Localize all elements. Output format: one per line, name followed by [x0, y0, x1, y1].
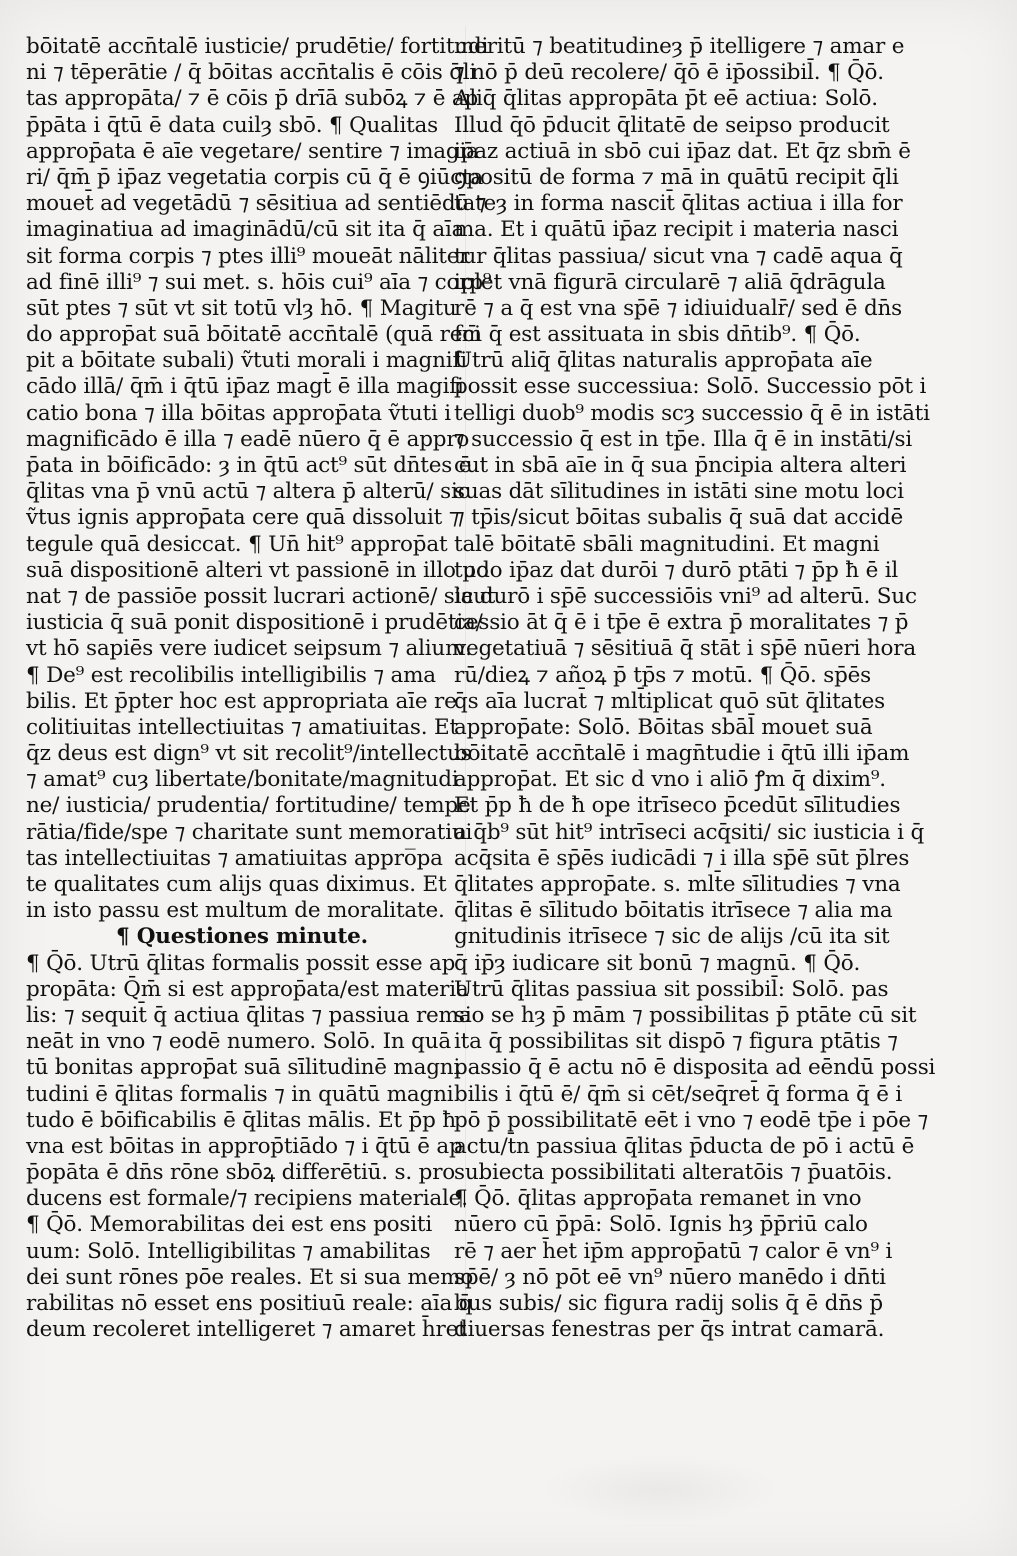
text-line: ¶ De⁹ est recolibilis intelligibilis ⁊ ama [26, 662, 436, 688]
text-line: q̄litates approp̄ate. s. mlt̄e sīlitudies ⁊ vna [454, 872, 901, 897]
text-line: ri/ q̄m̄ p̄ ip̄az vegetatia corpis cū q̄ ē ꝯiūcta [26, 164, 484, 190]
text-line: diuersas fenestras per q̄s intrat camarā. [454, 1317, 885, 1343]
text-line: sit forma corpis ⁊ ptes illi⁹ moueāt nāliter [26, 243, 470, 269]
text-line: a q̄b⁹ sūt hit⁹ intrīseci acq̄siti/ sic iusticia i q̄ [454, 819, 925, 845]
text-line: actu/t̄n passiua q̄litas p̄ducta de pō i actū ē [454, 1133, 915, 1159]
text-line: vna est bōitas in approp̄tiādo ⁊ i q̄tū ē ap [26, 1133, 463, 1159]
text-line: sio se hȝ p̄ mām ⁊ possibilitas p̄ ptāte cū sit [454, 1002, 917, 1028]
text-line: bōitatē accn̄talē iusticie/ prudētie/ fortitudi [26, 34, 489, 59]
text-line: dei sunt rōnes pōe reales. Et si sua memo [26, 1264, 474, 1290]
text-line: sūt ptes ⁊ sūt vt sit totū vlȝ hō. ¶ Magitu [26, 295, 457, 321]
text-line: talē bōitatē sbāli magnitudini. Et magni [454, 531, 880, 557]
text-line: rū/dieꝝ ⁊ añoꝝ p̄ tp̄s ⁊ motū. ¶ Q̄ō. sp̄ēs [454, 662, 871, 688]
text-line: q̄ ip̄ȝ iudicare sit bonū ⁊ magnū. ¶ Q̄ō. [454, 950, 861, 976]
text-line: rātia/fide/spe ⁊ charitate sunt memoratiui [26, 819, 473, 845]
text-line: tas intellectiuitas ⁊ amatiuitas appro̅pa [26, 845, 443, 871]
text-line: tū bonitas approp̄at suā sīlitudinē magni [26, 1055, 461, 1081]
text-line: Illud q̄ō p̄ducit q̄litatē de seipso producit [454, 112, 890, 138]
text-line: imaginatiua ad imaginādū/cū sit ita q̄ aīa [26, 217, 465, 243]
text-line: tur q̄litas passiua/ sicut vna ⁊ cadē aqua q̄ [454, 243, 903, 269]
text-line: q̄z deus est dign⁹ vt sit recolit⁹/intellectus [26, 741, 472, 767]
text-line: Aliq̄ q̄litas appropāta p̄t eē actiua: Solō. [454, 86, 878, 112]
text-line: p̄ata in bōificādo: ȝ in q̄tū act⁹ sūt dn̄tes ē [26, 453, 472, 478]
text-line: cādo illā/ q̄m̄ i q̄tū ip̄az magt̄ ē illa magifi [26, 374, 464, 400]
text-line: lis: ⁊ sequit̄ q̄ actiua q̄litas ⁊ passiua rema [26, 1002, 472, 1028]
text-line: ¶ Q̄ō. Memorabilitas dei est ens positi [26, 1212, 433, 1238]
text-line: tateȝ in forma nascit̄ q̄litas actiua i illa for [454, 191, 903, 217]
text-line: vt hō sapiēs vere iudicet seipsum ⁊ alium. [26, 636, 472, 662]
text-line: iplet vnā figurā circularē ⁊ aliā q̄drāgula [454, 269, 886, 295]
text-line: telligi duob⁹ modis scȝ successio q̄ ē in istāti [454, 400, 930, 426]
text-line: Utrū q̄litas passiua sit possibil̄: Solō. pas [454, 976, 889, 1002]
text-line: rē ⁊ aer h̄et ip̄m approp̄atū ⁊ calor ē vn⁹ i [454, 1238, 893, 1264]
text-line: bilis. Et p̄pter hoc est appropriata aīe re [26, 688, 457, 714]
text-line: vegetatiuā ⁊ sēsitiuā q̄ stāt i sp̄ē nūeri hora [454, 636, 916, 662]
section-heading: ¶ Questiones minute. [116, 924, 368, 950]
text-line: gnitudinis itrīsece ⁊ sic de alijs /cū ita sit [454, 924, 890, 950]
text-line: Utrū aliq̄ q̄litas naturalis approp̄ata aīe [454, 348, 873, 374]
text-line: bōitatē accn̄talē i magn̄tudie i q̄tū illi ip̄am [454, 741, 910, 767]
paper-stain [540, 1455, 780, 1525]
text-line: la durō i sp̄ē successiōis vni⁹ ad alterū. Suc [454, 583, 917, 609]
text-line: neāt in vno ⁊ eodē numero. Solō. In quā [26, 1029, 451, 1055]
text-line: catio bona ⁊ illa bōitas approp̄ata ṽtuti i [26, 400, 451, 426]
text-line: tegule quā desiccat. ¶ Un̄ hit⁹ approp̄at [26, 531, 448, 557]
text-line: bilis i q̄tū ē/ q̄m̄ si cēt/seq̄ret̄ q̄ forma q̄ ē i [454, 1081, 903, 1107]
text-line: ita q̄ possibilitas sit dispō ⁊ figura ptātis ⁊ [454, 1029, 898, 1055]
text-line: ⁊ amat⁹ cuȝ libertate/bonitate/magnitudi [26, 767, 459, 793]
text-line: tudo ē bōificabilis ē q̄litas mālis. Et p̄p ħ [26, 1107, 456, 1133]
text-line: ⁊ successio q̄ est in tp̄e. Illa q̄ ē in instāti/si [454, 426, 913, 452]
text-line: fm̄ q̄ est assituata in sbis dn̄tib⁹. ¶ Q̄ō. [454, 322, 861, 348]
text-line: deum recoleret intelligeret ⁊ amaret h̄ret [26, 1317, 467, 1343]
text-line: q̄litas ē sīlitudo bōitatis itrīsece ⁊ alia ma [454, 898, 893, 924]
text-line: nūero cū p̄pā: Solō. Ignis hȝ p̄p̄riū calo [454, 1212, 868, 1238]
text-line: ꝯpositū de forma ⁊ mā in quātū recipit q̄li [454, 164, 899, 190]
text-line: ducens est formale/⁊ recipiens materiale. [26, 1186, 468, 1212]
text-line: suas dāt sīlitudines in istāti sine motu loci [454, 479, 904, 505]
text-line: ¶ Q̄ō. Utrū q̄litas formalis possit esse ap [26, 950, 456, 976]
text-line: pit a bōitate subali) ṽtuti morali i magnifi [26, 348, 467, 374]
text-line: ma. Et i quātū ip̄az recipit i materia nasci [454, 217, 899, 243]
text-line: iusticia q̄ suā ponit dispositionē i prudētia/ [26, 610, 483, 636]
text-line: passio q̄ ē actu nō ē disposita ad eēndū possi [454, 1055, 936, 1081]
text-line: suā dispositionē alteri vt passionē in illo po [26, 557, 489, 583]
text-line: te qualitates cum alijs quas diximus. Et [26, 872, 447, 897]
text-line: in isto passu est multum de moralitate. [26, 898, 445, 924]
text-line: sp̄ē/ ȝ nō pōt eē vn⁹ nūero manēdo i dn̄ti [454, 1264, 886, 1290]
left-text-column [26, 34, 496, 1343]
text-line: tudo ip̄az dat durōi ⁊ durō ptāti ⁊ p̄p ħ ē il [454, 557, 899, 583]
text-line: tas appropāta/ ⁊ ē cōis p̄ drīā subōꝝ ⁊ ē ap [26, 86, 479, 112]
text-line: cut in sbā aīe in q̄ sua p̄ncipia altera alteri [454, 453, 907, 478]
text-line: tudini ē q̄litas formalis ⁊ in quātū magni [26, 1081, 454, 1107]
text-line: meritū ⁊ beatitudineȝ p̄ itelligere ⁊ amar e [454, 34, 905, 59]
text-line: approp̄ate: Solō. Bōitas sbāl̄ mouet suā [454, 714, 873, 740]
text-line: ⁊ nō p̄ deū recolere/ q̄ō ē ip̄ossibil̄. ¶ Q̄ō. [454, 60, 884, 86]
text-line: ni ⁊ tēperātie / q̄ bōitas accn̄talis ē cōis q̄li [26, 60, 477, 86]
text-line: q̄litas vna p̄ vnū actū ⁊ altera p̄ alterū/ sic [26, 479, 470, 505]
text-line: propāta: Q̄m̄ si est approp̄ata/est materia [26, 976, 469, 1002]
text-line: mouet̄ ad vegetādū ⁊ sēsitiua ad sentiēdū ⁊ [26, 191, 487, 217]
text-line: q̄s aīa lucrat̄ ⁊ mlt̄iplicat quō sūt q̄litates [454, 688, 885, 714]
text-line: ¶ Q̄ō. q̄litas approp̄ata remanet in vno [454, 1186, 862, 1212]
text-line: ne/ iusticia/ prudentia/ fortitudine/ tempe [26, 793, 471, 819]
text-line: magnificādo ē illa ⁊ eadē nūero q̄ ē appro [26, 426, 470, 452]
text-line: rabilitas nō esset ens positiuū reale: aīa q̄ [26, 1291, 473, 1316]
text-line: nat ⁊ de passiōe possit lucrari actionē/ sicut [26, 583, 496, 609]
right-text-column [454, 34, 936, 1343]
text-line: pō p̄ possibilitatē eēt i vno ⁊ eodē tp̄e i pōe ⁊ [454, 1107, 928, 1133]
text-line: ṽtus ignis approp̄ata cere quā dissoluit ⁊ [26, 505, 460, 531]
text-line: possit esse successiua: Solō. Successio pōt i [454, 374, 927, 400]
text-line: ad finē illi⁹ ⁊ sui met. s. hōis cui⁹ aīa ⁊ corp⁹ [26, 269, 492, 295]
text-line: bus subis/ sic figura radij solis q̄ ē dn̄s p̄ [454, 1291, 883, 1316]
text-line: p̄pāta i q̄tū ē data cuilȝ sbō. ¶ Qualitas [26, 112, 439, 138]
text-line: p̄opāta ē dn̄s rōne sbōꝝ differētiū. s. pro [26, 1160, 456, 1186]
text-line: subiecta possibilitati alteratōis ⁊ p̄uatōis. [454, 1160, 893, 1186]
text-line: ip̄az actiuā in sbō cui ip̄az dat. Et q̄z sbm̄ ē [454, 138, 911, 164]
text-line: rē ⁊ a q̄ est vna sp̄ē ⁊ idiuidualr̄/ sed ē dn̄s [454, 295, 903, 321]
text-line: Et p̄p ħ de ħ ope itrīseco p̄cedūt sīlitudies [454, 793, 901, 819]
text-line: do approp̄at suā bōitatē accn̄talē (quā reci [26, 322, 481, 348]
text-line: approp̄ata ē aīe vegetare/ sentire ⁊ imagia [26, 138, 479, 164]
text-line: ⁊ tp̄is/sicut bōitas subalis q̄ suā dat accidē [454, 505, 903, 531]
text-line: colitiuitas intellectiuitas ⁊ amatiuitas. Et [26, 714, 458, 740]
text-line: approp̄at. Et sic d vno i aliō ꝭm q̄ dixim⁹. [454, 767, 886, 793]
text-line: acq̄sita ē sp̄ēs iudicādi ⁊ i illa sp̄ē sūt p̄lres [454, 845, 910, 871]
text-line: cessio āt q̄ ē i tp̄e ē extra p̄ moralitates ⁊ p̄ [454, 610, 909, 636]
text-line: uum: Solō. Intelligibilitas ⁊ amabilitas [26, 1238, 431, 1264]
